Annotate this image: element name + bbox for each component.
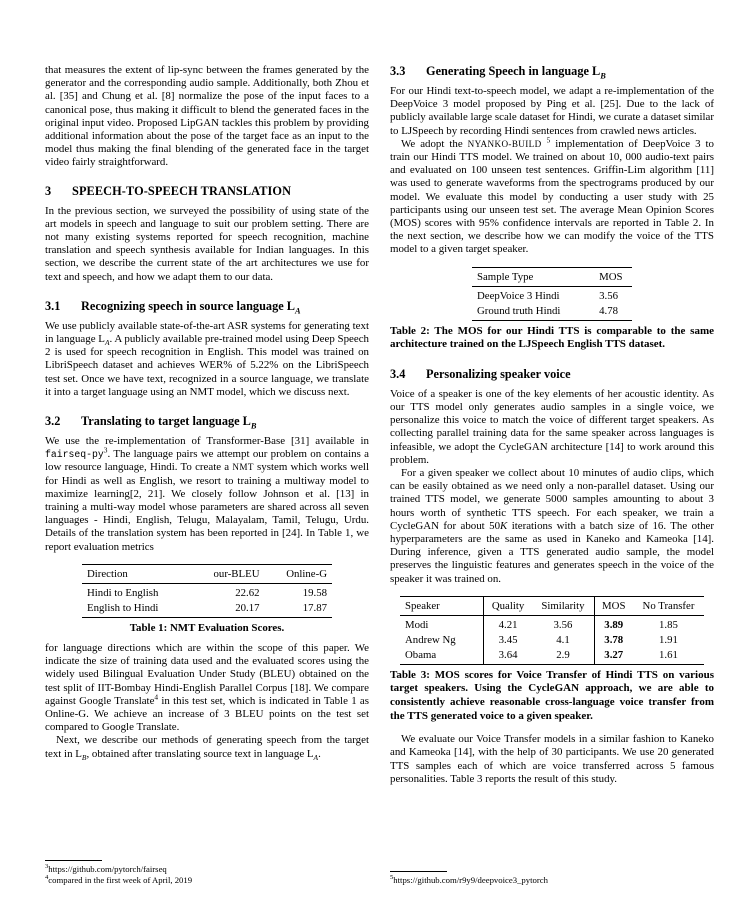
table-row [82,564,332,583]
table-cell: 3.56 [553,618,573,631]
table-1 [82,564,332,618]
table-1-header [82,564,332,583]
paragraph: for language directions which are within the scope of this paper. We indicate the size of training data used and the evaluated scores using the widely used Bilingual Evaluation Under Study (BLEU) obtained on the test split of IIT-Bombay Hindi-English Parallel Corpus [18]. We compare against Google Translate$^4$ in this test set, which is indicated in Table 1 as Online-G. We achieve an increase of 3 BLEU points on the test set compared to Google Translate. [45,641,370,734]
table-cell: Modi [405,618,429,631]
footnote [45,875,369,886]
table-2-caption: Table 2: The MOS for our Hindi TTS is comparable to the same architecture trained on the LJSpeech English TTS dataset. [390,324,714,351]
table-cell: 2.9 [556,648,570,661]
paragraph: Next, we describe our methods of generating speech from the target text in $L_B$, obtained after translating source text in language $L_A$. [45,734,369,762]
table-cell: 17.87 [302,601,327,614]
table-header-cell: Quality [483,596,532,615]
table-cell: DeepVoice 3 Hindi [477,289,560,302]
paragraph: We evaluate our Voice Transfer models in a similar fashion to Kaneko and Kameoka [14], with the help of 30 participants. We use 20 generated TTS samples each of which are voice transferred across 5 famous personalities. Table 3 reports the result of this study. [390,733,714,785]
table-3-caption: Table 3: MOS scores for Voice Transfer of Hindi TTS on various target speakers. Using the CycleGAN approach, we are able to consistently achieve reasonable cross-language voice transfer from the TTS generated voice to a given speaker. [390,668,714,722]
section-title: Translating to target language $L_B$ [81,414,257,431]
section-number: 3 [45,183,52,198]
table-header-cell: Similarity [541,599,585,612]
table-3-body [400,615,704,664]
section-heading-3 [45,184,369,199]
table-3-header [400,596,704,615]
table-cell: 22.62 [235,586,260,599]
two-column-layout [45,64,714,892]
table-cell: Andrew Ng [405,633,456,646]
table-cell: Hindi to English [87,586,159,599]
footnote-rule [45,860,102,861]
paragraph: We use publicly available state-of-the-art ASR systems for generating text in language $L_A$. A publicly available pre-trained model using Deep Speech 2 is used for speech recognition in English. This model was trained on LibriSpeech dataset and achieves WER% of 5.22% on the LibriSpeech test set. Once we have text, recognized in a source language, we translate it into a target language using an NMT model, which we discuss next. [45,319,369,398]
section-number: 3.3 [390,64,406,78]
footnote-marker: 3 [45,863,49,871]
paragraph: We use the re-implementation of Transformer-Base [31] available in fairseq-$py^3$. The language pairs we attempt our problem on contains a low resource language, Hindi. To create a NMT system which works well for Hindi as well as English, we resort to training a multiway model to maximize learning[2, 21]. We closely follow Johnson et al. [13] in training a multi-way model whose parameters are shared across all seven languages - Hindi, English, Telugu, Malayalam, Tamil, Telugu, Urdu. Details of the translation system has been reported in [24]. In Table 1, we report evaluation metrics [45,435,369,553]
table-cell: 3.45 [483,632,532,647]
table-cell: 3.78 [594,632,633,647]
table-row [400,647,704,664]
table-header-cell: Sample Type [477,270,534,283]
paragraph: For a given speaker we collect about 10 minutes of audio clips, which can be easily obtained as we need only a non-parallel dataset. Using our trained TTS model, we generate 5000 samples amounting to about 3 hours worth of synthetic TTS speech. For each speaker, we train a CycleGAN for about 50K iterations with a batch size of 16. The other hyperparameters are the same as used in Kaneko and Kameoka [14]. During inference, given a TTS generated audio sample, the model preserves the linguistic features and generates speech in the voice of the speaker it was trained on. [390,467,714,585]
section-number: 3.1 [45,298,61,313]
table-2-header [472,267,632,286]
table-cell: 4.21 [483,615,532,632]
footnote-marker: 5 [390,874,394,882]
footnote-text: https://github.com/r9y9/deepvoice3_pytorch [393,875,548,885]
table-cell: 20.17 [235,601,260,614]
table-1-body [82,583,332,617]
table-row [472,286,632,303]
table-header-cell: No Transfer [642,599,695,612]
footnote-text: compared in the first week of April, 2019 [48,875,193,885]
section-number: 3.2 [45,414,61,429]
right-footnotes [390,871,714,886]
paragraph: that measures the extent of lip-sync between the frames generated by the generator and the corresponding audio sample. Additionally, both Zhou et al. [35] and Chung et al. [8] normalize the pose of the input faces to a canonical pose, thus making it difficult to blend the generated faces in the original input video. Proposed LipGAN tackles this problem by providing additional information about the pose of the target face as an input to the model thus making the final blending of the generated face in the target video fairly straightforward. [45,64,369,169]
table-2 [472,267,632,321]
right-column [390,64,714,892]
table-cell: 1.91 [659,633,678,646]
table-row [400,615,704,632]
table-row [400,632,704,647]
section-title: Personalizing speaker voice [426,366,571,381]
table-1-caption: Table 1: NMT Evaluation Scores. [129,621,285,634]
section-number: 3.4 [390,366,406,381]
table-cell: Obama [405,648,437,661]
table-cell: 4.78 [599,304,618,317]
table-cell: 3.89 [594,615,633,632]
table-cell: 1.85 [659,618,678,631]
table-row [82,583,332,600]
table-2-body [472,286,632,320]
footnote [390,875,714,886]
table-header-cell: Direction [87,567,128,580]
left-column [45,64,369,892]
table-cell: 19.58 [302,586,327,599]
footnote-marker: 4 [45,874,49,882]
table-header-cell: Speaker [405,599,440,612]
footnote-rule [390,871,447,872]
footnote-text: https://github.com/pytorch/fairseq [48,864,167,874]
table-row [82,600,332,617]
section-heading-3-2 [45,414,369,429]
table-cell: 3.64 [483,647,532,664]
table-3 [400,596,704,665]
footnote [45,864,369,875]
left-footnotes [45,860,369,886]
paragraph: We adopt the NYANKO-BUILD $^5$ implementation of DeepVoice 3 to train our Hindi TTS model. We trained on about 10, 000 audio-text pairs and evaluated on 100 unseen test sentences. Griffin-Lim algorithm [11] was used to generate waveforms from the spectrograms produced by our model. We evaluate this model by conducting a user study with 25 participants using our unseen test set. The average Mean Opinion Scores (MOS) scores with 95% confidence intervals are reported in Table 2. In the next section, we describe how we can modify the voice of the TTS model to a given target speaker. [390,135,714,256]
paragraph: For our Hindi text-to-speech model, we adapt a re-implementation of the DeepVoice 3 model proposed by Ping et al. [25]. Due to the lack of publicly available large scale dataset for Hindi, we curate a dataset similar to LJSpeech by recording Hindi sentences from crawled news articles. [390,85,714,137]
table-header-cell: our-BLEU [213,567,260,580]
table-cell: English to Hindi [87,601,159,614]
paragraph: In the previous section, we surveyed the possibility of using state of the art models in speech and language to suit our problem setting. There are not many existing systems reported for speech recognition, machine translation and speech synthesis available for Indian languages. In this section, we describe the current state of the art architectures we use for text and speech, and how we adapt them to our data. [45,204,369,283]
table-row [472,303,632,320]
table-cell: 1.61 [659,648,678,661]
table-cell: 3.27 [594,647,633,664]
table-header-cell: Online-G [286,567,327,580]
table-header-cell: MOS [599,270,623,283]
section-title: Recognizing speech in source language $L_A$ [81,298,301,316]
table-header-cell: MOS [594,596,633,615]
table-row [472,267,632,286]
section-title: Generating Speech in language $L_B$ [426,64,606,81]
table-cell: 4.1 [556,633,570,646]
table-cell: Ground truth Hindi [477,304,561,317]
section-heading-3-4 [390,367,714,382]
section-heading-3-1 [45,299,369,314]
section-title: SPEECH-TO-SPEECH TRANSLATION [72,183,292,198]
table-row [400,596,704,615]
paragraph: Voice of a speaker is one of the key elements of her acoustic identity. As our TTS model only generates audio samples in a single voice, we personalize this voice to match the voice of different target speakers. As collecting parallel training data for the same speaker across languages is infeasible, we adopt the CycleGAN architecture [14] to work around this problem. [390,387,714,466]
section-heading-3-3 [390,64,714,79]
table-cell: 3.56 [599,289,618,302]
